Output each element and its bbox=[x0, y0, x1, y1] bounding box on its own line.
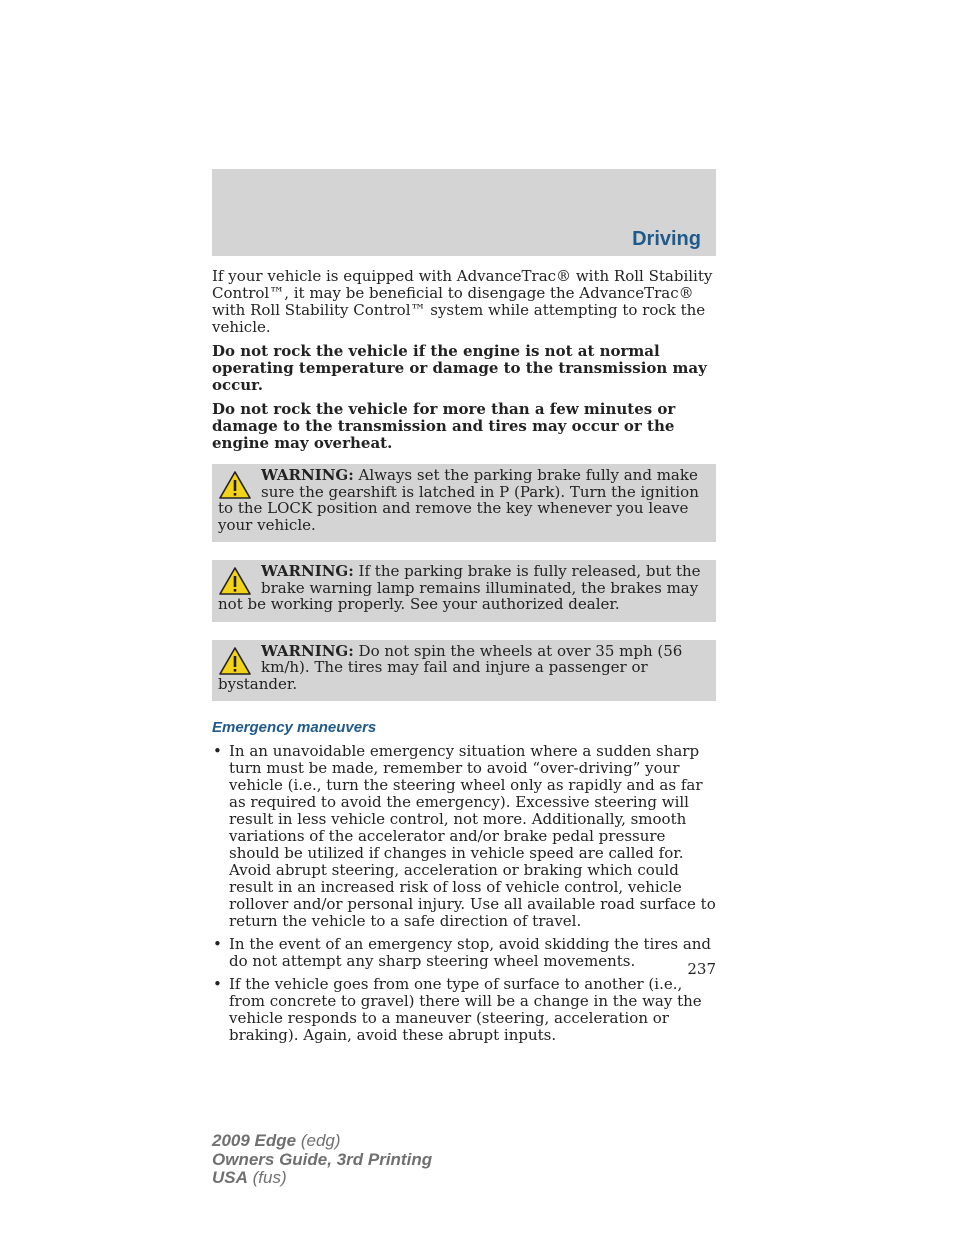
page-content bbox=[212, 268, 716, 1050]
warning-box-3 bbox=[212, 640, 716, 702]
footer-line-1 bbox=[212, 1132, 432, 1151]
caution-paragraph-1: Do not rock the vehicle if the engine is not at normal operating temperature or damage to the transmission may occur. bbox=[212, 342, 707, 394]
footer-model-code: (edg) bbox=[296, 1131, 341, 1150]
warning-label: WARNING: bbox=[261, 641, 354, 660]
warning-text: Do not spin the wheels at over 35 mph (56 km/h). The tires may fail and injure a passenger or bystander. bbox=[218, 641, 683, 693]
list-item: • In an unavoidable emergency situation where a sudden sharp turn must be made, remember to avoid “over-driving” your vehicle (i.e., turn the steering wheel only as rapidly and as far as required to avoid the emergency). Excessive steering will result in less vehicle control, not more. Additionally, smooth variations of the accelerator and/or brake pedal pressure should be utilized if changes in vehicle speed are called for. Avoid abrupt steering, acceleration or braking which could result in an increased risk of loss of vehicle control, vehicle rollover and/or personal injury. Use all available road surface to return the vehicle to a safe direction of travel. bbox=[212, 743, 716, 930]
warning-box-2 bbox=[212, 560, 716, 622]
caution-paragraph-2: Do not rock the vehicle for more than a few minutes or damage to the transmission and tires may occur or the engine may overheat. bbox=[212, 400, 676, 452]
warning-text: If the parking brake is fully released, but the brake warning lamp remains illuminated, the brakes may not be working properly. See your authorized dealer. bbox=[218, 562, 701, 613]
warning-triangle-icon bbox=[218, 470, 252, 500]
footer-market: USA bbox=[212, 1168, 248, 1187]
list-item: • In the event of an emergency stop, avoid skidding the tires and do not attempt any sharp steering wheel movements. bbox=[212, 936, 716, 970]
footer-line-3 bbox=[212, 1169, 432, 1188]
list-item: • If the vehicle goes from one type of surface to another (i.e., from concrete to gravel) there will be a change in the way the vehicle responds to a maneuver (steering, acceleration or braking). Again, avoid these abrupt inputs. bbox=[212, 976, 716, 1044]
footer-market-code: (fus) bbox=[247, 1168, 287, 1187]
page-number: 237 bbox=[687, 960, 716, 978]
section-title: Driving bbox=[632, 228, 701, 250]
warning-label: WARNING: bbox=[261, 466, 354, 484]
emergency-bullet-list bbox=[212, 743, 716, 1044]
warning-label: WARNING: bbox=[261, 562, 354, 580]
warning-triangle-icon bbox=[218, 646, 252, 676]
subsection-heading: Emergency maneuvers bbox=[212, 719, 377, 736]
warning-triangle-icon bbox=[218, 566, 252, 596]
warning-box-1 bbox=[212, 464, 716, 542]
warning-text: Always set the parking brake fully and make sure the gearshift is latched in P (Park). Turn the ignition to the LOCK position and remove the key whenever you leave your vehicle. bbox=[218, 466, 699, 534]
intro-paragraph: If your vehicle is equipped with AdvanceTrac® with Roll Stability Control™, it may be beneficial to disengage the AdvanceTrac® with Roll Stability Control™ system while attempting to rock the vehicle. bbox=[212, 267, 713, 336]
footer-line-2: Owners Guide, 3rd Printing bbox=[212, 1149, 433, 1169]
footer-model: 2009 Edge bbox=[212, 1131, 297, 1150]
section-header-band bbox=[212, 169, 716, 256]
document-footer bbox=[212, 1132, 432, 1188]
